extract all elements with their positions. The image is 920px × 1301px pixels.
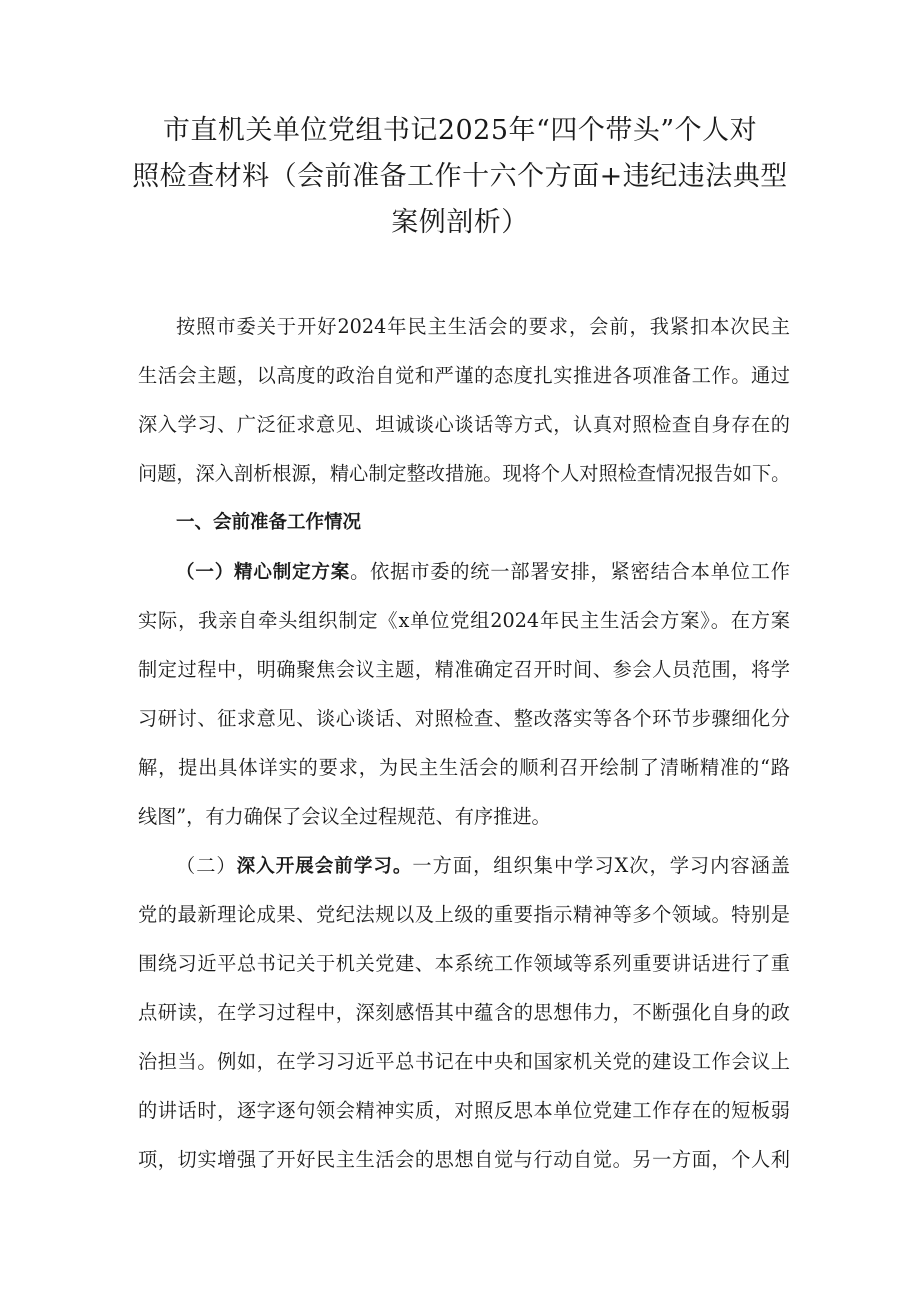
para2-line1-text: 一方面，组织集中学习X次，学习内容涵盖 [412, 854, 790, 877]
title-line-1: 市直机关单位党组书记2025年“四个带头”个人对 [162, 115, 758, 146]
para1-line-2: 实际，我亲自牵头组织制定《x单位党组2024年民主生活会方案》。在方案 [138, 609, 790, 632]
intro-line-4: 问题，深入剖析根源，精心制定整改措施。现将个人对照检查情况报告如下。 [138, 462, 790, 485]
intro-line-1: 按照市委关于开好2024年民主生活会的要求，会前，我紧扣本次民主 [176, 315, 790, 338]
paragraph-1 [138, 547, 790, 841]
para1-line1-text: 。依据市委的统一部署安排，紧密结合本单位工作 [350, 560, 790, 583]
para2-line-6: 的讲话时，逐字逐句领会精神实质，对照反思本单位党建工作存在的短板弱 [138, 1099, 790, 1122]
title-line-2: 照检查材料（会前准备工作十六个方面+违纪违法典型 [132, 161, 788, 192]
para1-label: （一）精心制定方案 [176, 562, 351, 583]
para1-line-5: 解，提出具体详实的要求，为民主生活会的顺利召开绘制了清晰精准的“路 [138, 756, 790, 779]
title-line-3: 案例剖析） [391, 207, 529, 238]
para2-line-5: 治担当。例如，在学习习近平总书记在中央和国家机关党的建设工作会议上 [138, 1050, 790, 1073]
section-heading-1: 一、会前准备工作情况 [176, 512, 362, 533]
para2-label: 深入开展会前学习。 [236, 856, 413, 877]
para2-label-prefix: （二） [176, 854, 237, 877]
para1-line-4: 习研讨、征求意见、谈心谈话、对照检查、整改落实等各个环节步骤细化分 [138, 707, 790, 730]
para2-line-2: 党的最新理论成果、党纪法规以及上级的重要指示精神等多个领域。特别是 [138, 903, 790, 926]
para2-line-4: 点研读，在学习过程中，深刻感悟其中蕴含的思想伟力，不断强化自身的政 [138, 1001, 790, 1024]
paragraph-2 [138, 841, 790, 1184]
intro-line-2: 生活会主题，以高度的政治自觉和严谨的态度扎实推进各项准备工作。通过 [138, 364, 790, 387]
para2-line-1 [138, 841, 790, 890]
para1-line-3: 制定过程中，明确聚焦会议主题，精准确定召开时间、参会人员范围，将学 [138, 658, 790, 681]
document-title [120, 108, 800, 246]
para1-line-6: 线图”，有力确保了会议全过程规范、有序推进。 [138, 805, 551, 828]
intro-paragraph [138, 302, 790, 498]
para2-line-7: 项，切实增强了开好民主生活会的思想自觉与行动自觉。另一方面，个人利 [138, 1148, 790, 1171]
document-body [138, 302, 790, 1184]
intro-line-3: 深入学习、广泛征求意见、坦诚谈心谈话等方式，认真对照检查自身存在的 [138, 413, 790, 436]
para2-line-3: 围绕习近平总书记关于机关党建、本系统工作领域等系列重要讲话进行了重 [138, 952, 790, 975]
para1-line-1 [138, 547, 790, 596]
